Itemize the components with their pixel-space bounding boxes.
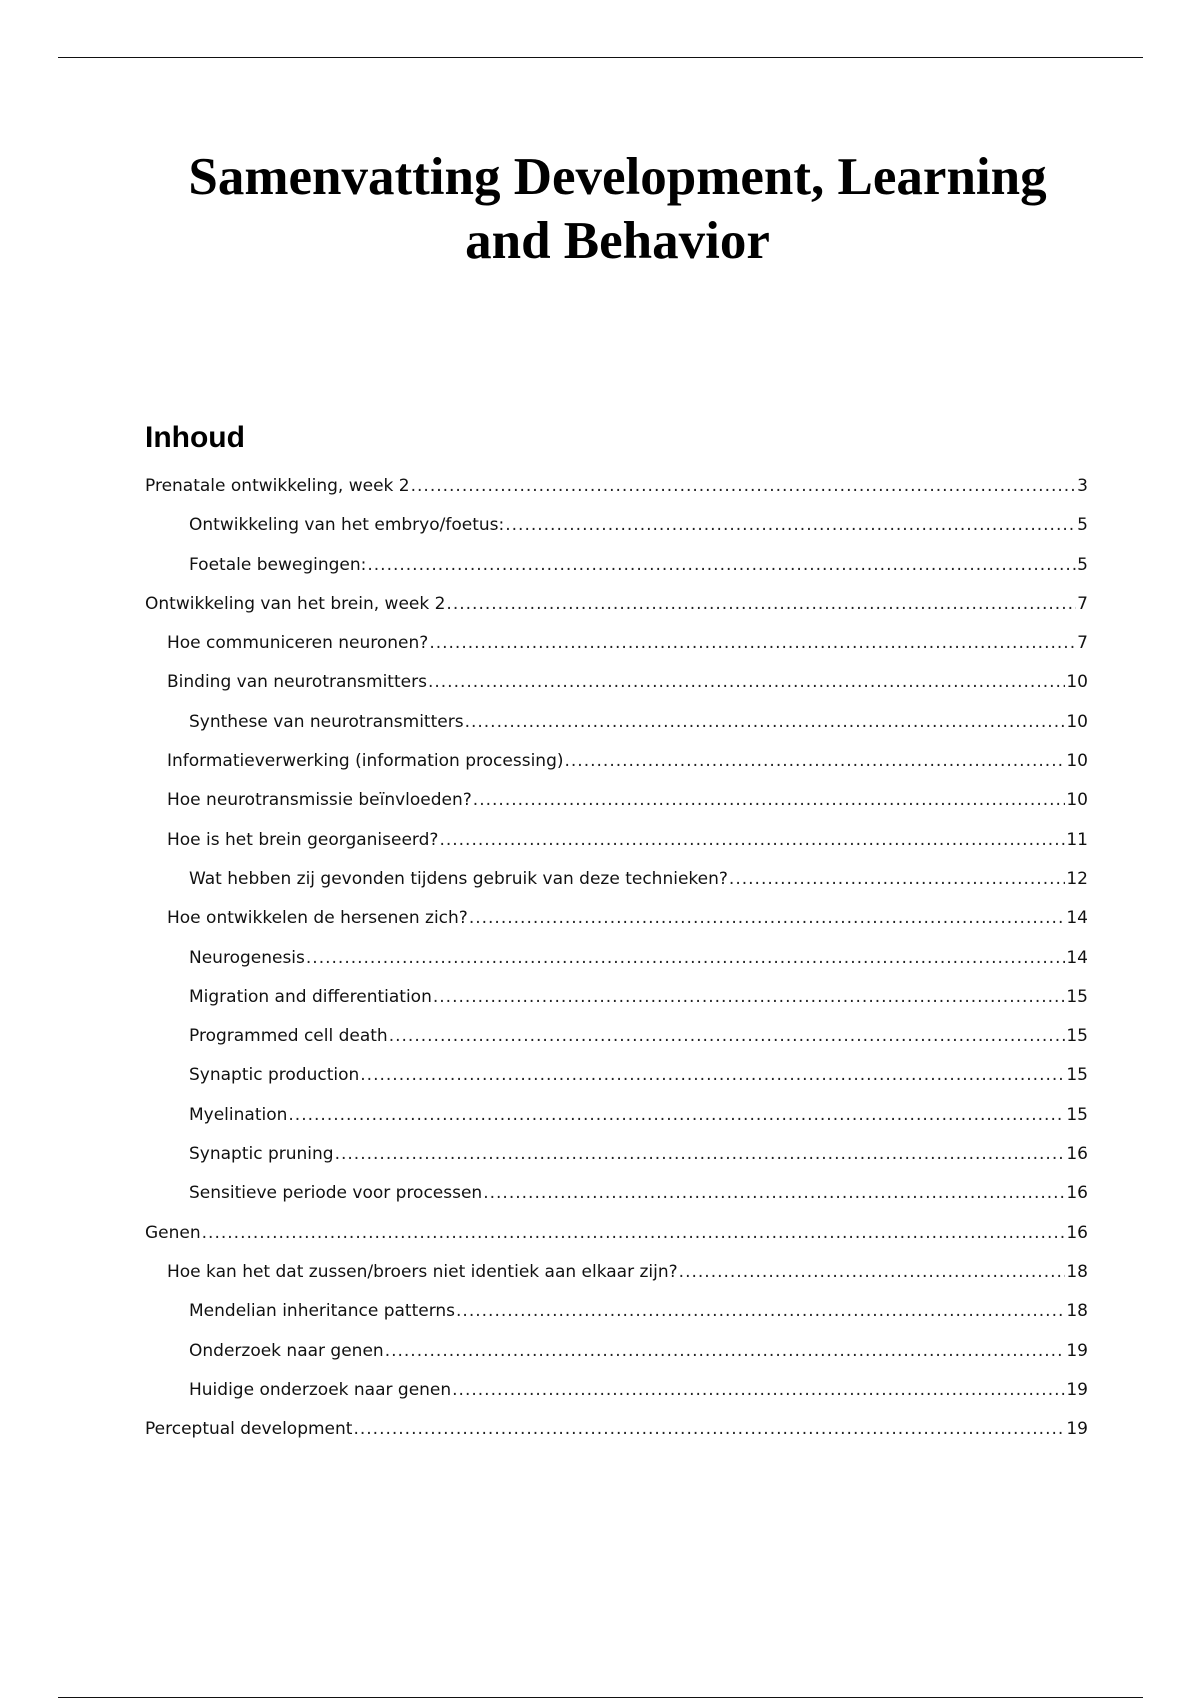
toc-page-number: 14 <box>1066 947 1088 968</box>
toc-page-number: 5 <box>1077 515 1088 536</box>
toc-entry[interactable] <box>145 1374 1088 1413</box>
toc-entry-text: Sensitieve periode voor processen <box>189 1183 483 1204</box>
toc-entry-text: Myelination <box>189 1104 288 1125</box>
toc-dot-leader <box>469 902 1066 934</box>
toc-entry-text: Wat hebben zij gevonden tijdens gebruik van deze technieken? <box>189 868 728 889</box>
toc-entry[interactable] <box>145 588 1088 627</box>
toc-entry[interactable] <box>145 470 1088 509</box>
toc-dot-leader <box>353 1413 1065 1445</box>
toc-entry[interactable] <box>145 784 1088 823</box>
toc-entry[interactable] <box>145 981 1088 1020</box>
toc-entry[interactable] <box>145 1295 1088 1334</box>
toc-page-number: 15 <box>1066 1104 1088 1125</box>
toc-page-number: 16 <box>1066 1183 1088 1204</box>
bottom-rule <box>58 1697 1143 1698</box>
toc-dot-leader <box>456 1295 1065 1327</box>
toc-entry-text: Neurogenesis <box>189 947 305 968</box>
toc-entry-text: Ontwikkeling van het embryo/foetus: <box>189 515 505 536</box>
toc-entry[interactable] <box>145 1413 1088 1452</box>
toc-dot-leader <box>428 666 1065 698</box>
table-of-contents <box>145 470 1088 1452</box>
toc-page-number: 10 <box>1066 711 1088 732</box>
toc-entry-text: Huidige onderzoek naar genen <box>189 1379 452 1400</box>
toc-dot-leader <box>446 588 1076 620</box>
toc-entry-text: Hoe neurotransmissie beïnvloeden? <box>167 790 472 811</box>
document-title: Samenvatting Development, Learning and Behavior <box>188 148 1047 270</box>
toc-entry[interactable] <box>145 1177 1088 1216</box>
toc-entry-text: Synthese van neurotransmitters <box>189 711 464 732</box>
toc-page-number: 14 <box>1066 908 1088 929</box>
toc-dot-leader <box>452 1374 1065 1406</box>
toc-entry-text: Hoe ontwikkelen de hersenen zich? <box>167 908 468 929</box>
toc-entry[interactable] <box>145 627 1088 666</box>
toc-entry-text: Ontwikkeling van het brein, week 2 <box>145 593 446 614</box>
toc-page-number: 10 <box>1066 751 1088 772</box>
toc-page-number: 10 <box>1066 790 1088 811</box>
toc-dot-leader <box>306 942 1065 974</box>
toc-page-number: 16 <box>1066 1144 1088 1165</box>
toc-dot-leader <box>483 1177 1065 1209</box>
toc-entry[interactable] <box>145 1138 1088 1177</box>
toc-dot-leader <box>202 1217 1066 1249</box>
toc-page-number: 7 <box>1077 593 1088 614</box>
toc-page-number: 12 <box>1066 868 1088 889</box>
toc-dot-leader <box>429 627 1076 659</box>
toc-entry-text: Hoe is het brein georganiseerd? <box>167 829 439 850</box>
toc-entry[interactable] <box>145 942 1088 981</box>
toc-dot-leader <box>367 549 1076 581</box>
toc-dot-leader <box>465 706 1066 738</box>
toc-entry-text: Informatieverwerking (information processing) <box>167 751 564 772</box>
toc-entry-text: Synaptic pruning <box>189 1144 334 1165</box>
toc-entry[interactable] <box>145 1335 1088 1374</box>
toc-heading: Inhoud <box>145 421 245 454</box>
toc-entry-text: Onderzoek naar genen <box>189 1340 384 1361</box>
toc-page-number: 18 <box>1066 1301 1088 1322</box>
toc-entry[interactable] <box>145 1020 1088 1059</box>
toc-entry-text: Hoe kan het dat zussen/broers niet identiek aan elkaar zijn? <box>167 1261 678 1282</box>
toc-dot-leader <box>288 1099 1065 1131</box>
toc-dot-leader <box>385 1335 1066 1367</box>
toc-entry[interactable] <box>145 549 1088 588</box>
toc-dot-leader <box>360 1059 1065 1091</box>
toc-entry-text: Binding van neurotransmitters <box>167 672 427 693</box>
toc-entry[interactable] <box>145 824 1088 863</box>
toc-entry-text: Genen <box>145 1222 201 1243</box>
toc-page-number: 11 <box>1066 829 1088 850</box>
toc-entry[interactable] <box>145 902 1088 941</box>
toc-entry[interactable] <box>145 706 1088 745</box>
toc-dot-leader <box>411 470 1077 502</box>
toc-entry-text: Perceptual development <box>145 1419 353 1440</box>
toc-entry[interactable] <box>145 745 1088 784</box>
toc-page-number: 3 <box>1077 476 1088 496</box>
toc-dot-leader <box>505 509 1076 541</box>
toc-page-number: 19 <box>1066 1340 1088 1361</box>
toc-dot-leader <box>389 1020 1066 1052</box>
toc-entry-text: Synaptic production <box>189 1065 360 1086</box>
toc-page-number: 16 <box>1066 1222 1088 1243</box>
toc-page-number: 10 <box>1066 672 1088 693</box>
toc-page-number: 19 <box>1066 1419 1088 1440</box>
toc-page-number: 15 <box>1066 986 1088 1007</box>
toc-dot-leader <box>439 824 1065 856</box>
toc-entry[interactable] <box>145 666 1088 705</box>
toc-entry-text: Migration and differentiation <box>189 986 432 1007</box>
toc-entry-text: Foetale bewegingen: <box>189 554 367 575</box>
toc-page-number: 19 <box>1066 1379 1088 1400</box>
toc-entry-text: Hoe communiceren neuronen? <box>167 633 429 654</box>
toc-entry-text: Mendelian inheritance patterns <box>189 1301 456 1322</box>
toc-dot-leader <box>565 745 1066 777</box>
toc-page-number: 15 <box>1066 1026 1088 1047</box>
toc-entry[interactable] <box>145 863 1088 902</box>
toc-dot-leader <box>729 863 1065 895</box>
toc-entry-text: Prenatale ontwikkeling, week 2 <box>145 476 410 496</box>
toc-page-number: 18 <box>1066 1261 1088 1282</box>
toc-entry[interactable] <box>145 509 1088 548</box>
toc-entry-text: Programmed cell death <box>189 1026 388 1047</box>
toc-dot-leader <box>433 981 1066 1013</box>
toc-dot-leader <box>679 1256 1066 1288</box>
toc-page-number: 15 <box>1066 1065 1088 1086</box>
toc-page-number: 5 <box>1077 554 1088 575</box>
toc-dot-leader <box>335 1138 1066 1170</box>
toc-entry[interactable] <box>145 1217 1088 1256</box>
toc-page-number: 7 <box>1077 633 1088 654</box>
toc-dot-leader <box>473 784 1066 816</box>
toc-entry[interactable] <box>145 1256 1088 1295</box>
top-rule <box>58 57 1143 58</box>
toc-entry[interactable] <box>145 1099 1088 1138</box>
toc-entry[interactable] <box>145 1059 1088 1098</box>
